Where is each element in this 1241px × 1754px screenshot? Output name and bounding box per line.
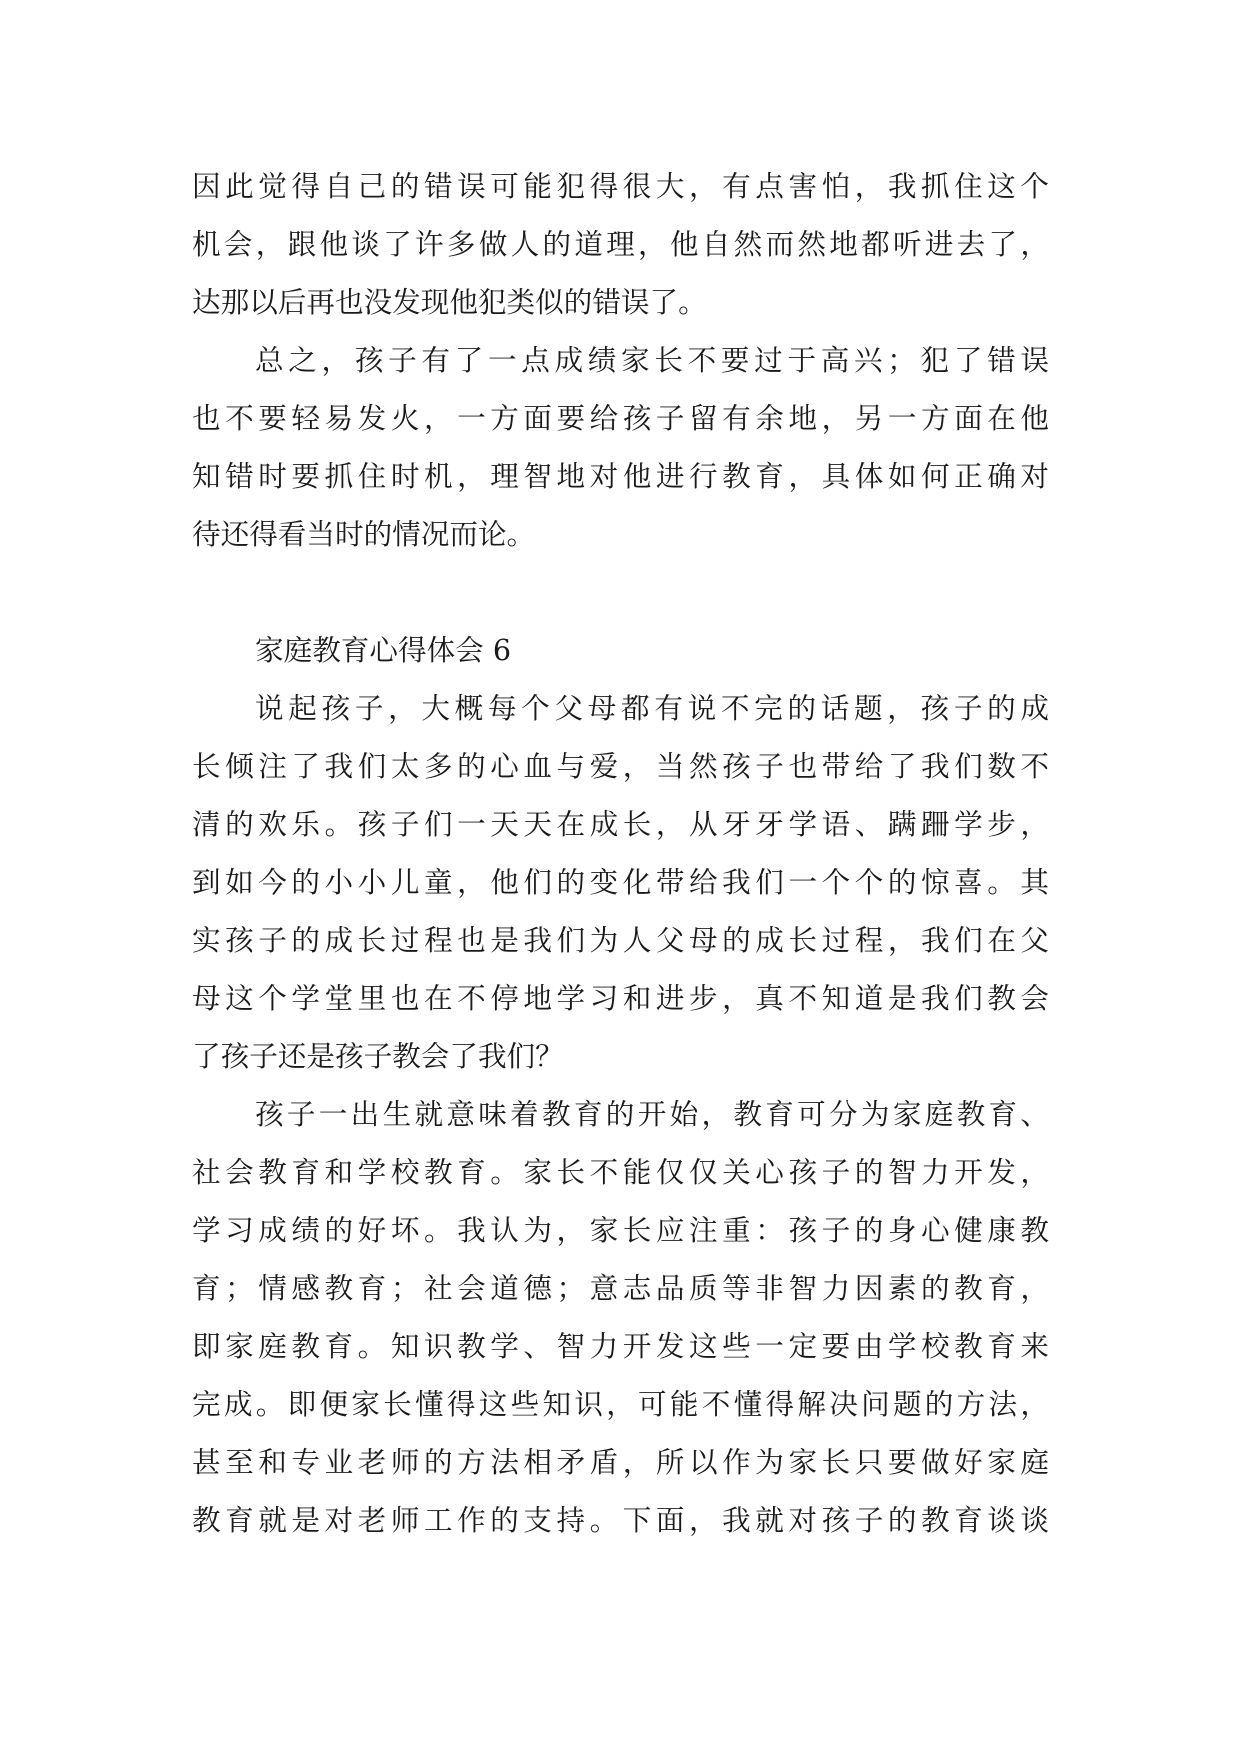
body-text-line: 孩子一出生就意味着教育的开始，教育可分为家庭教育、 [255, 1097, 1049, 1131]
section-heading: 家庭教育心得体会 6 [255, 633, 512, 667]
body-text-line: 总之，孩子有了一点成绩家长不要过于高兴；犯了错误 [255, 343, 1049, 377]
body-text-line: 达那以后再也没发现他犯类似的错误了。 [192, 285, 707, 319]
body-text-line: 完成。即便家长懂得这些知识，可能不懂得解决问题的方法， [192, 1387, 1049, 1421]
body-text-line: 长倾注了我们太多的心血与爱，当然孩子也带给了我们数不 [192, 749, 1049, 783]
body-text-line: 实孩子的成长过程也是我们为人父母的成长过程，我们在父 [192, 923, 1049, 957]
body-text-line: 甚至和专业老师的方法相矛盾，所以作为家长只要做好家庭 [192, 1445, 1049, 1479]
body-text-line: 教育就是对老师工作的支持。下面，我就对孩子的教育谈谈 [192, 1503, 1049, 1537]
body-text-line: 清的欢乐。孩子们一天天在成长，从牙牙学语、蹒跚学步， [192, 807, 1049, 841]
body-text-line: 学习成绩的好坏。我认为，家长应注重：孩子的身心健康教 [192, 1213, 1049, 1247]
body-text-line: 育；情感教育；社会道德；意志品质等非智力因素的教育， [192, 1271, 1049, 1305]
body-text-line: 待还得看当时的情况而论。 [192, 517, 536, 551]
body-text-line: 知错时要抓住时机，理智地对他进行教育，具体如何正确对 [192, 459, 1049, 493]
body-text-line: 机会，跟他谈了许多做人的道理，他自然而然地都听进去了， [192, 227, 1049, 261]
body-text-line: 到如今的小小儿童，他们的变化带给我们一个个的惊喜。其 [192, 865, 1049, 899]
body-text-line: 即家庭教育。知识教学、智力开发这些一定要由学校教育来 [192, 1329, 1049, 1363]
body-text-line: 母这个学堂里也在不停地学习和进步，真不知道是我们教会 [192, 981, 1049, 1015]
body-text-line: 因此觉得自己的错误可能犯得很大，有点害怕，我抓住这个 [192, 169, 1049, 203]
body-text-line: 了孩子还是孩子教会了我们？ [192, 1039, 564, 1073]
body-text-line: 也不要轻易发火，一方面要给孩子留有余地，另一方面在他 [192, 401, 1049, 435]
body-text-line: 社会教育和学校教育。家长不能仅仅关心孩子的智力开发， [192, 1155, 1049, 1189]
body-text-line: 说起孩子，大概每个父母都有说不完的话题，孩子的成 [255, 691, 1049, 725]
